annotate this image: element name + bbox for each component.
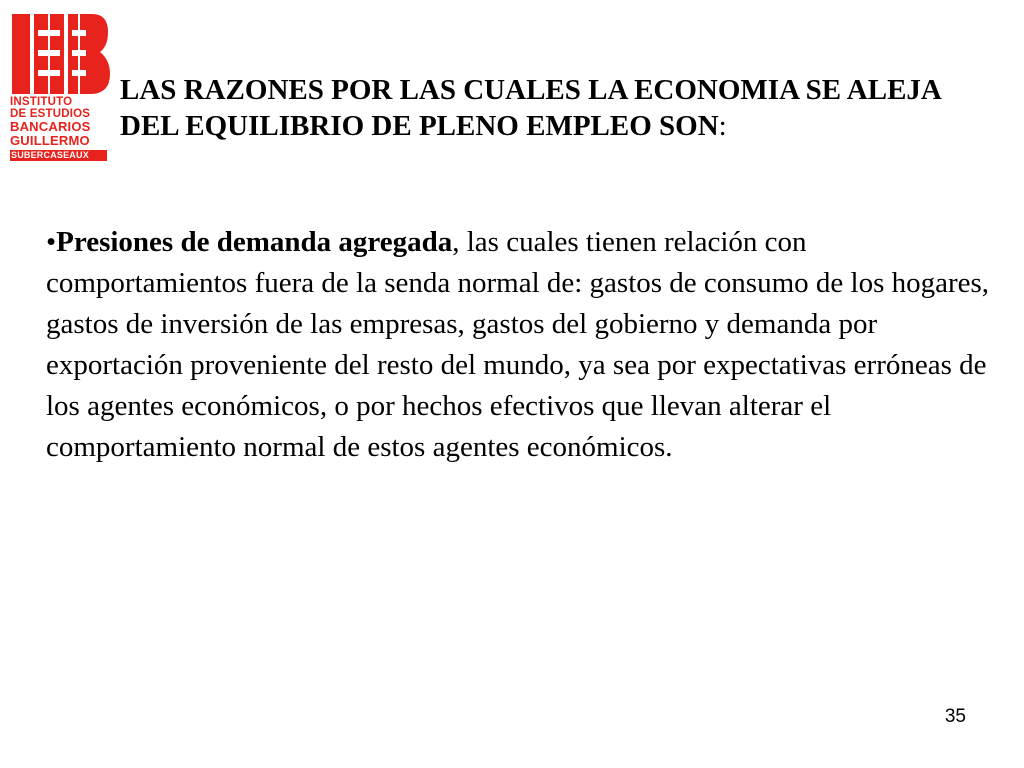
bullet-body-text: , las cuales tienen relación con comportamientos fuera de la senda normal de: gastos de consumo de los hogares, gastos de inversión de las empresas, gastos del gobierno y demanda por exportación proveniente del resto del mundo, ya sea por expectativas erróneas de los agentes económicos, o por hechos efectivos que llevan alterar el comportamiento normal de estos agentes económicos.	[46, 226, 990, 463]
bullet-paragraph	[46, 222, 996, 468]
logo-line-4: GUILLERMO	[10, 133, 90, 148]
logo-line-1: INSTITUTO	[10, 96, 73, 108]
slide-title	[120, 72, 1000, 144]
logo-text	[10, 96, 110, 161]
slide-title-colon: :	[718, 110, 727, 142]
ieb-logo-mark-icon	[10, 10, 110, 96]
logo-line-2: DE ESTUDIOS	[10, 108, 91, 120]
logo-line-3: BANCARIOS	[10, 119, 91, 134]
logo-line-5: SUBERCASEAUX	[10, 150, 107, 161]
bullet-bold-lead: Presiones de demanda agregada	[56, 226, 453, 258]
bullet-marker: •	[46, 226, 57, 258]
institute-logo	[10, 10, 110, 160]
page-number: 35	[944, 706, 966, 727]
slide-title-text: LAS RAZONES POR LAS CUALES LA ECONOMIA SE ALEJA DEL EQUILIBRIO DE PLENO EMPLEO SON	[120, 74, 941, 142]
